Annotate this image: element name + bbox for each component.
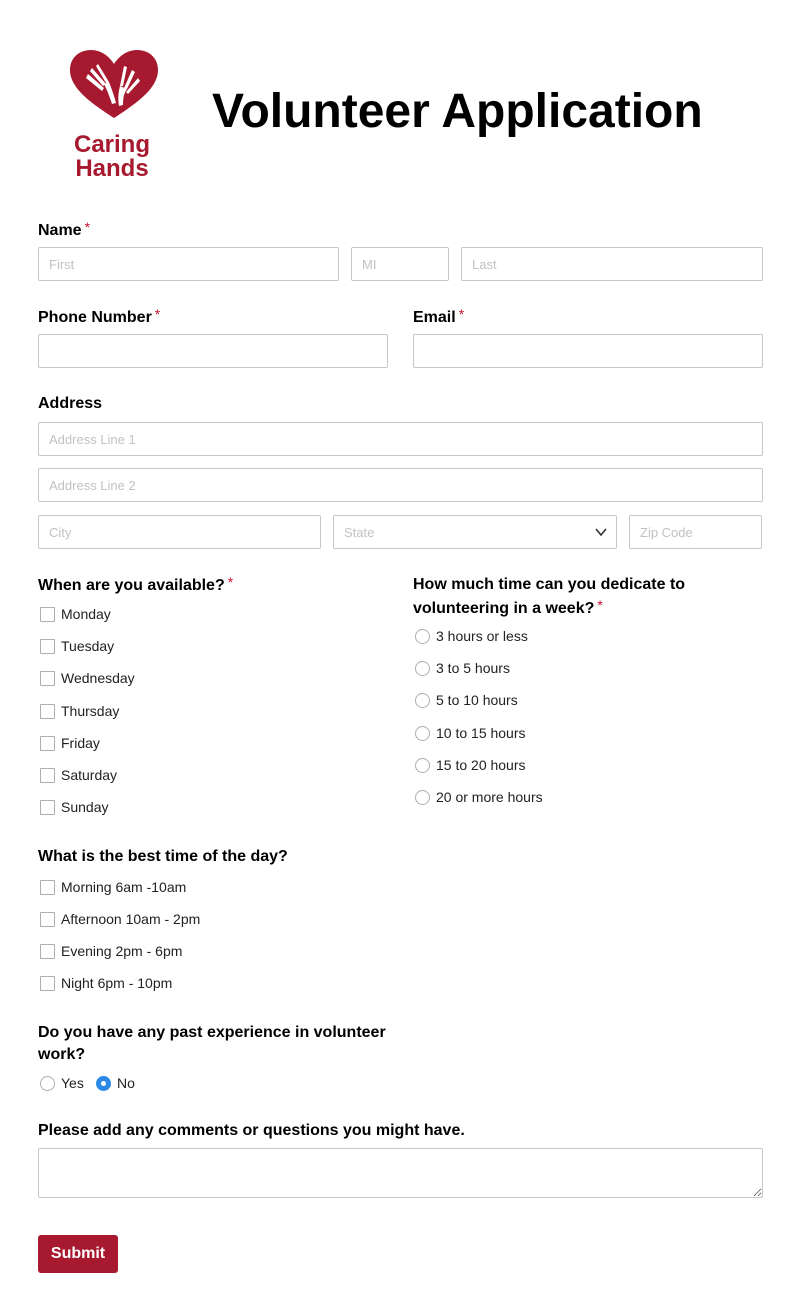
first-name-input[interactable] [38, 247, 339, 281]
checkbox-label: Evening 2pm - 6pm [61, 943, 183, 959]
radio-label: 20 or more hours [436, 789, 543, 805]
radio-label: 3 hours or less [436, 628, 528, 644]
checkbox-label: Morning 6am -10am [61, 879, 187, 895]
checkbox-night[interactable] [40, 974, 172, 992]
checkbox-evening[interactable] [40, 942, 182, 960]
checkbox-monday[interactable] [40, 605, 111, 623]
phone-input[interactable] [38, 334, 388, 368]
checkbox-label: Night 6pm - 10pm [61, 975, 173, 991]
checkbox-morning[interactable] [40, 878, 186, 896]
radio-circle-selected[interactable] [96, 1076, 111, 1091]
experience-label [38, 1023, 386, 1065]
required-mark: * [154, 306, 161, 322]
checkbox-label: Tuesday [61, 638, 115, 654]
name-label [38, 220, 90, 241]
time-commitment-label-line1: How much time can you dedicate to [413, 576, 686, 593]
checkbox-box[interactable] [40, 944, 55, 959]
experience-label-line1: Do you have any past experience in volunteer [38, 1024, 386, 1041]
availability-label [38, 575, 233, 596]
radio-circle[interactable] [415, 661, 430, 676]
checkbox-afternoon[interactable] [40, 910, 200, 928]
checkbox-label: Afternoon 10am - 2pm [61, 911, 201, 927]
checkbox-box[interactable] [40, 976, 55, 991]
checkbox-box[interactable] [40, 880, 55, 895]
radio-circle[interactable] [415, 629, 430, 644]
checkbox-box[interactable] [40, 912, 55, 927]
email-input[interactable] [413, 334, 763, 368]
checkbox-box[interactable] [40, 639, 55, 654]
radio-label: 3 to 5 hours [436, 660, 510, 676]
checkbox-box[interactable] [40, 671, 55, 686]
radio-experience-yes[interactable] [40, 1074, 84, 1092]
radio-label: 10 to 15 hours [436, 725, 526, 741]
radio-10-to-15-hours[interactable] [415, 724, 526, 742]
phone-label-text: Phone Number [38, 309, 152, 326]
radio-20-or-more-hours[interactable] [415, 788, 543, 806]
radio-label: Yes [61, 1075, 84, 1091]
radio-label: 5 to 10 hours [436, 692, 518, 708]
checkbox-thursday[interactable] [40, 702, 119, 720]
radio-experience-no[interactable] [96, 1074, 135, 1092]
checkbox-saturday[interactable] [40, 766, 117, 784]
logo-text-caring: Caring [73, 131, 151, 158]
last-name-input[interactable] [461, 247, 763, 281]
checkbox-label: Wednesday [61, 670, 135, 686]
radio-label: No [117, 1075, 135, 1091]
checkbox-box[interactable] [40, 704, 55, 719]
address-line1-input[interactable] [38, 422, 763, 456]
checkbox-wednesday[interactable] [40, 669, 135, 687]
city-input[interactable] [38, 515, 321, 549]
checkbox-box[interactable] [40, 736, 55, 751]
best-time-label-text: What is the best time of the day? [38, 848, 288, 865]
radio-3-hours-or-less[interactable] [415, 627, 528, 645]
radio-circle[interactable] [415, 758, 430, 773]
checkbox-label: Friday [61, 735, 100, 751]
caring-hands-logo [66, 48, 162, 183]
middle-initial-input[interactable] [351, 247, 449, 281]
checkbox-box[interactable] [40, 800, 55, 815]
name-label-text: Name [38, 222, 82, 239]
checkbox-sunday[interactable] [40, 798, 108, 816]
checkbox-label: Saturday [61, 767, 118, 783]
radio-circle[interactable] [415, 693, 430, 708]
zip-code-input[interactable] [629, 515, 762, 549]
radio-circle[interactable] [415, 790, 430, 805]
checkbox-tuesday[interactable] [40, 637, 114, 655]
email-label [413, 307, 464, 328]
comments-label-text: Please add any comments or questions you might have. [38, 1122, 465, 1139]
availability-label-text: When are you available? [38, 577, 225, 594]
required-mark: * [84, 219, 91, 235]
submit-button[interactable]: Submit [38, 1235, 118, 1273]
radio-5-to-10-hours[interactable] [415, 691, 518, 709]
checkbox-label: Monday [61, 606, 111, 622]
time-commitment-label-line2: volunteering in a week? [413, 600, 595, 617]
checkbox-label: Sunday [61, 799, 109, 815]
email-label-text: Email [413, 309, 456, 326]
checkbox-box[interactable] [40, 607, 55, 622]
page-title: Volunteer Application [212, 85, 703, 138]
radio-circle[interactable] [415, 726, 430, 741]
required-mark: * [227, 574, 234, 590]
logo-text-hands: Hands [75, 155, 149, 182]
radio-label: 15 to 20 hours [436, 757, 526, 773]
address-label [38, 394, 102, 414]
radio-circle[interactable] [40, 1076, 55, 1091]
time-commitment-label-line2-wrap [413, 598, 685, 619]
comments-textarea[interactable] [38, 1148, 763, 1198]
checkbox-box[interactable] [40, 768, 55, 783]
time-commitment-label [413, 575, 685, 619]
experience-label-line2: work? [38, 1046, 86, 1063]
radio-3-to-5-hours[interactable] [415, 659, 510, 677]
phone-label [38, 307, 160, 328]
comments-label [38, 1121, 465, 1141]
checkbox-label: Thursday [61, 703, 120, 719]
address-label-text: Address [38, 395, 103, 412]
required-mark: * [458, 306, 465, 322]
state-select[interactable] [333, 515, 617, 549]
checkbox-friday[interactable] [40, 734, 100, 752]
heart-icon [70, 50, 158, 118]
address-line2-input[interactable] [38, 468, 763, 502]
best-time-label [38, 847, 288, 867]
required-mark: * [597, 597, 603, 613]
radio-15-to-20-hours[interactable] [415, 756, 526, 774]
